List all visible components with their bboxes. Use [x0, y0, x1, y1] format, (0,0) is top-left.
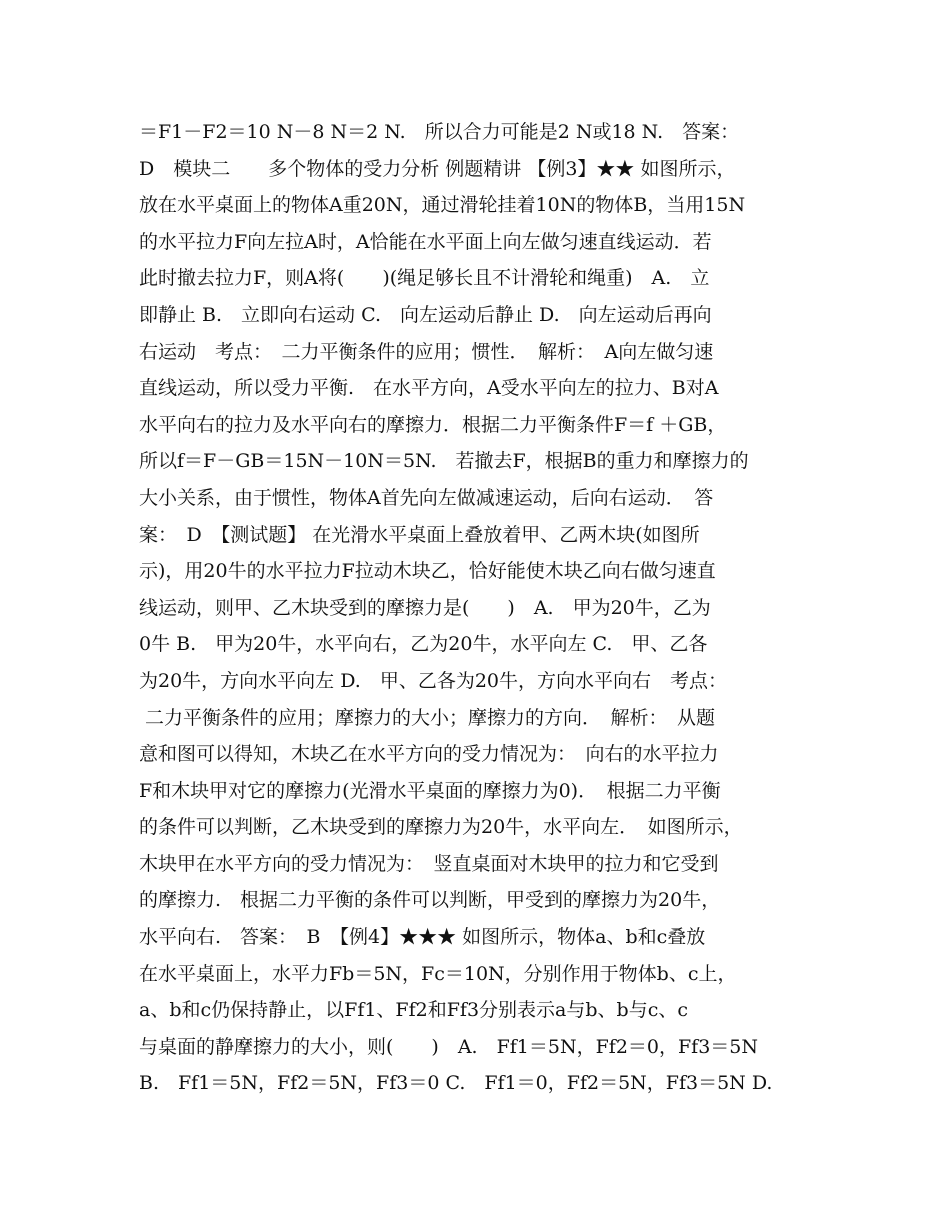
- text-line: F和木块甲对它的摩擦力(光滑水平桌面的摩擦力为0)． 根据二力平衡: [139, 779, 721, 802]
- text-line: 大小关系，由于惯性，物体A首先向左做减速运动，后向右运动． 答: [139, 486, 714, 509]
- text-line: a、b和c仍保持静止，以Ff1、Ff2和Ff3分别表示a与b、b与c、c: [139, 999, 688, 1022]
- text-line: 为20牛，方向水平向左 D. 甲、乙各为20牛，方向水平向右 考点：: [139, 669, 727, 692]
- text-line: 0牛 B. 甲为20牛，水平向右，乙为20牛，水平向左 C. 甲、乙各: [139, 633, 708, 656]
- text-line: B. Ff1＝5N，Ff2＝5N，Ff3＝0 C. Ff1＝0，Ff2＝5N，Ff3＝5N D.: [139, 1072, 773, 1095]
- text-line: 所以f＝F－GB＝15N－10N＝5N. 若撤去F，根据B的重力和摩擦力的: [139, 450, 749, 473]
- text-line: 木块甲在水平方向的受力情况为： 竖直桌面对木块甲的拉力和它受到: [139, 852, 719, 875]
- text-line: 的水平拉力F向左拉A时，A恰能在水平面上向左做匀速直线运动．若: [139, 230, 712, 253]
- text-line: 的条件可以判断，乙木块受到的摩擦力为20牛，水平向左． 如图所示，: [139, 816, 743, 839]
- body-text: [139, 114, 839, 1102]
- text-line: D 模块二 多个物体的受力分析 例题精讲 【例3】★★ 如图所示，: [139, 157, 736, 180]
- text-line: 即静止 B. 立即向右运动 C. 向左运动后静止 D. 向左运动后再向: [139, 303, 712, 326]
- text-line: 意和图可以得知，木块乙在水平方向的受力情况为： 向右的水平拉力: [139, 743, 719, 766]
- text-line: 线运动，则甲、乙木块受到的摩擦力是( ) A. 甲为20牛，乙为: [139, 596, 711, 619]
- text-line: 的摩擦力. 根据二力平衡的条件可以判断，甲受到的摩擦力为20牛，: [139, 889, 721, 912]
- text-line: 二力平衡条件的应用；摩擦力的大小；摩擦力的方向． 解析： 从题: [139, 706, 716, 729]
- text-line: ＝F1－F2＝10 N－8 N＝2 N. 所以合力可能是2 N或18 N. 答案：: [139, 121, 740, 143]
- text-line: 与桌面的静摩擦力的大小，则( ) A. Ff1＝5N，Ff2＝0，Ff3＝5N: [139, 1035, 759, 1058]
- text-line: 此时撤去拉力F，则A将( )(绳足够长且不计滑轮和绳重) A. 立: [139, 267, 710, 290]
- text-line: 在水平桌面上，水平力Fb＝5N，Fc＝10N，分别作用于物体b、c上，: [139, 962, 737, 985]
- text-line: 直线运动，所以受力平衡. 在水平方向，A受水平向左的拉力、B对A: [139, 377, 719, 400]
- text-line: 示)，用20牛的水平拉力F拉动木块乙，恰好能使木块乙向右做匀速直: [139, 560, 716, 583]
- text-line: 放在水平桌面上的物体A重20N，通过滑轮挂着10N的物体B，当用15N: [139, 194, 746, 217]
- text-line: 右运动 考点： 二力平衡条件的应用；惯性． 解析： A向左做匀速: [139, 340, 714, 363]
- text-line: 水平向右的拉力及水平向右的摩擦力．根据二力平衡条件F＝f ＋GB，: [139, 413, 727, 436]
- text-line: 案： D 【测试题】 在光滑水平桌面上叠放着甲、乙两木块(如图所: [139, 523, 700, 546]
- text-line: 水平向右. 答案： B 【例4】★★★ 如图所示，物体a、b和c叠放: [139, 926, 706, 949]
